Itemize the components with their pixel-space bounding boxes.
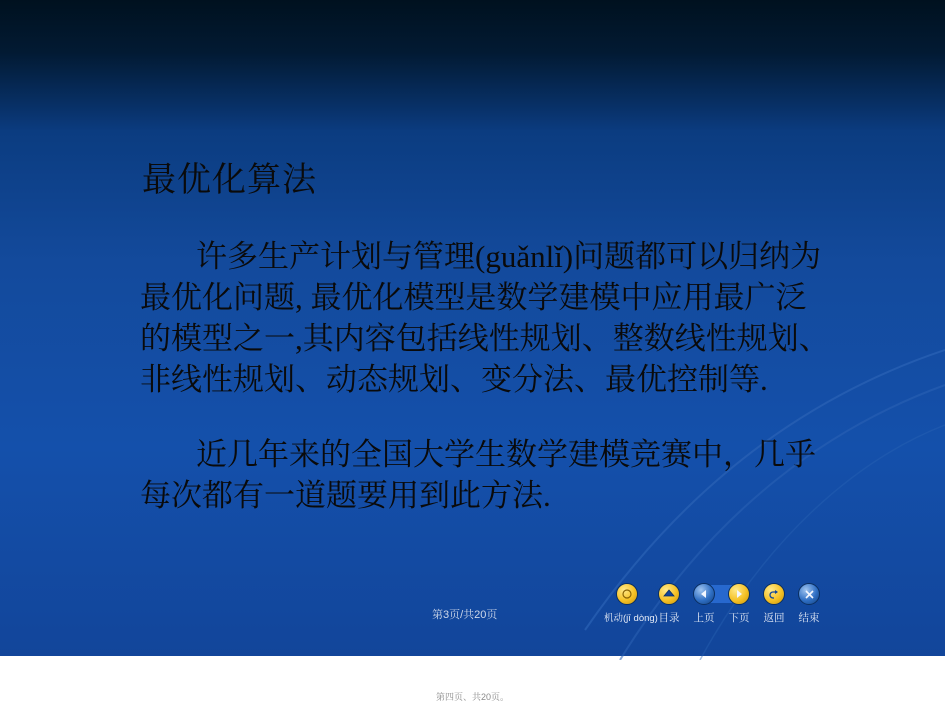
nav-label-previous: 上页 [693, 612, 715, 624]
sun-circle-glyph [617, 584, 637, 604]
nav-item-jidong[interactable] [604, 583, 658, 624]
page-counter: 第3页/共20页 [432, 609, 498, 621]
nav-label-contents: 目录 [658, 612, 680, 624]
nav-label-next: 下页 [728, 612, 750, 624]
previous-glyph [694, 584, 714, 604]
slide-navigation-bar[interactable] [604, 583, 862, 625]
slide-body [140, 236, 830, 516]
sun-circle-icon[interactable] [616, 583, 638, 605]
return-glyph [764, 584, 784, 604]
nav-label-end: 结束 [798, 612, 820, 624]
nav-item-end[interactable] [786, 583, 832, 625]
page-title: 最优化算法 [142, 162, 317, 199]
body-paragraph-1: 许多生产计划与管理(guǎnlǐ)问题都可以归纳为最优化问题, 最优化模型是数学建模中应用最广泛的模型之一,其内容包括线性规划、整数线性规划、非线性规划、动态规划、变分法、最优控制等. [140, 239, 830, 397]
slide-background-top [0, 0, 945, 132]
previous-triangle-icon[interactable] [693, 583, 715, 605]
nav-label-jidong: 机动(jī dòng) [604, 613, 658, 624]
footer-page-counter: 第四页、共20页。 [435, 692, 509, 702]
next-triangle-icon[interactable] [728, 583, 750, 605]
paragraph-spacer [140, 400, 830, 434]
close-x-icon[interactable] [798, 583, 820, 605]
close-glyph [799, 584, 819, 604]
nav-label-return: 返回 [763, 612, 785, 624]
return-arrow-icon[interactable] [763, 583, 785, 605]
next-glyph [729, 584, 749, 604]
home-icon[interactable] [658, 583, 680, 605]
body-paragraph-2: 近几年来的全国大学生数学建模竞赛中，几乎每次都有一道题要用到此方法. [140, 437, 816, 513]
home-glyph [659, 584, 679, 604]
